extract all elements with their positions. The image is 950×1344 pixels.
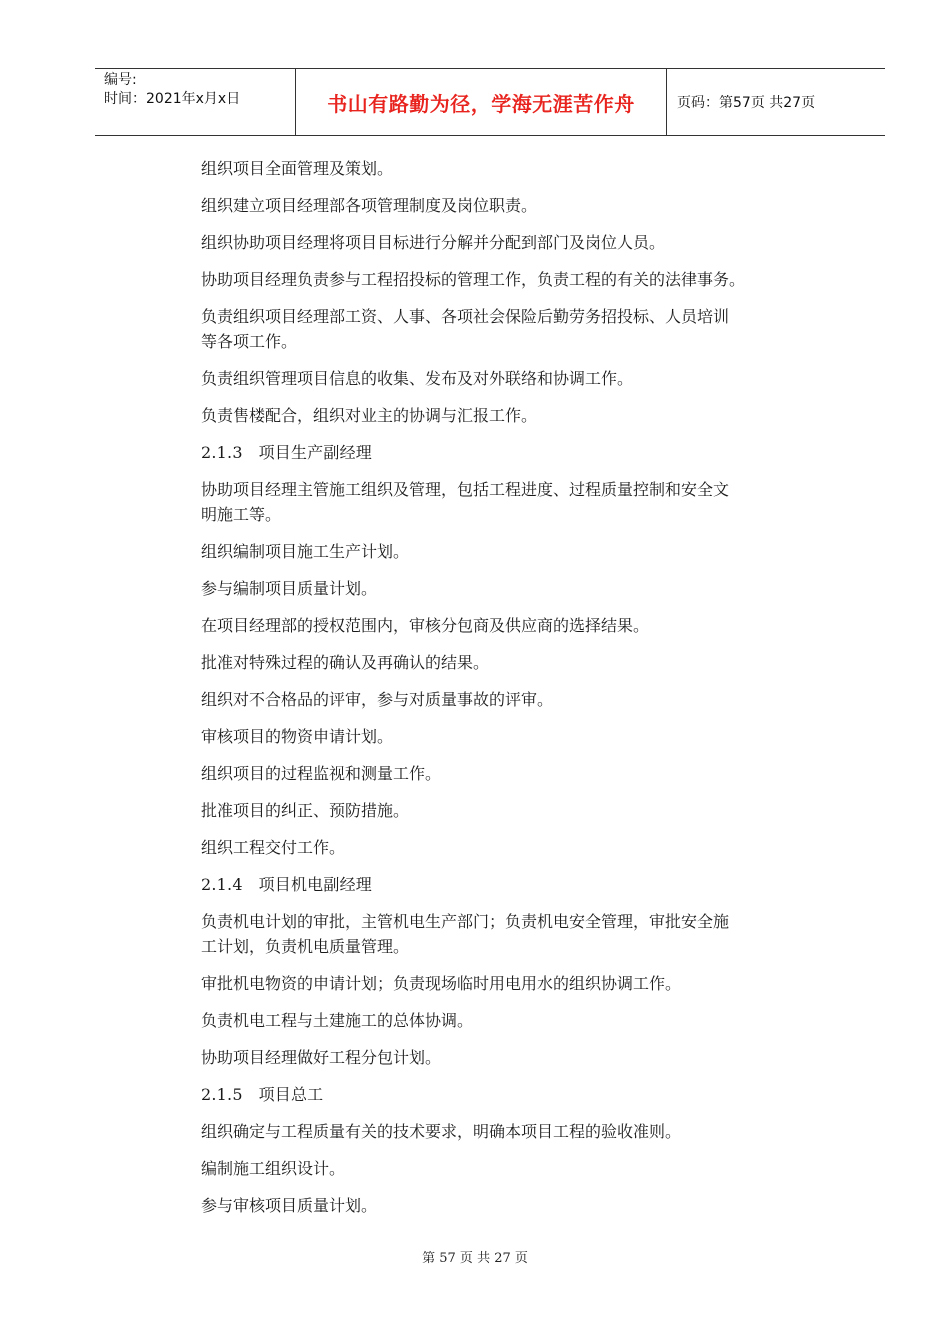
paragraph: 协助项目经理主管施工组织及管理，包括工程进度、过程质量控制和安全文 明施工等。 (201, 480, 730, 524)
paragraph: 参与审核项目质量计划。 (201, 1196, 378, 1215)
paragraph: 在项目经理部的授权范围内，审核分包商及供应商的选择结果。 (201, 616, 650, 635)
paragraph: 组织工程交付工作。 (201, 838, 346, 857)
page-footer: 第 57 页 共 27 页 (422, 1251, 528, 1266)
paragraph: 负责机电工程与土建施工的总体协调。 (201, 1011, 474, 1030)
header-meta (95, 69, 296, 135)
paragraph: 负责组织项目经理部工资、人事、各项社会保险后勤劳务招投标、人员培训 等各项工作。 (201, 307, 730, 351)
paragraph: 审核项目的物资申请计划。 (201, 727, 394, 746)
paragraph: 组织建立项目经理部各项管理制度及岗位职责。 (201, 196, 538, 215)
paragraph: 组织项目的过程监视和测量工作。 (201, 764, 442, 783)
paragraph: 组织对不合格品的评审，参与对质量事故的评审。 (201, 690, 554, 709)
paragraph: 负责机电计划的审批，主管机电生产部门；负责机电安全管理，审批安全施 工计划，负责机电质量管理。 (201, 912, 730, 956)
paragraph: 参与编制项目质量计划。 (201, 579, 378, 598)
section-heading: 2.1.4 项目机电副经理 (201, 875, 372, 894)
paragraph: 协助项目经理做好工程分包计划。 (201, 1048, 442, 1067)
paragraph: 负责售楼配合，组织对业主的协调与汇报工作。 (201, 406, 538, 425)
paragraph: 编制施工组织设计。 (201, 1159, 346, 1178)
paragraph: 批准对特殊过程的确认及再确认的结果。 (201, 653, 490, 672)
paragraph: 组织协助项目经理将项目目标进行分解并分配到部门及岗位人员。 (201, 233, 666, 252)
paragraph: 组织编制项目施工生产计划。 (201, 542, 410, 561)
paragraph: 审批机电物资的申请计划；负责现场临时用电用水的组织协调工作。 (201, 974, 682, 993)
paragraph: 协助项目经理负责参与工程招投标的管理工作，负责工程的有关的法律事务。 (201, 270, 746, 289)
paragraph: 组织确定与工程质量有关的技术要求，明确本项目工程的验收准则。 (201, 1122, 682, 1141)
section-heading: 2.1.3 项目生产副经理 (201, 443, 372, 462)
section-heading: 2.1.5 项目总工 (201, 1085, 324, 1104)
header-page-info: 页码：第57页 共27页 (677, 95, 816, 111)
code-label: 编号: (104, 72, 137, 88)
paragraph: 组织项目全面管理及策划。 (201, 159, 394, 178)
time-label: 时间：2021年x月x日 (104, 91, 241, 107)
page-header (95, 68, 885, 136)
paragraph: 批准项目的纠正、预防措施。 (201, 801, 410, 820)
paragraph: 负责组织管理项目信息的收集、发布及对外联络和协调工作。 (201, 369, 634, 388)
header-motto: 书山有路勤为径，学海无涯苦作舟 (296, 69, 667, 135)
document-body (201, 156, 851, 1230)
